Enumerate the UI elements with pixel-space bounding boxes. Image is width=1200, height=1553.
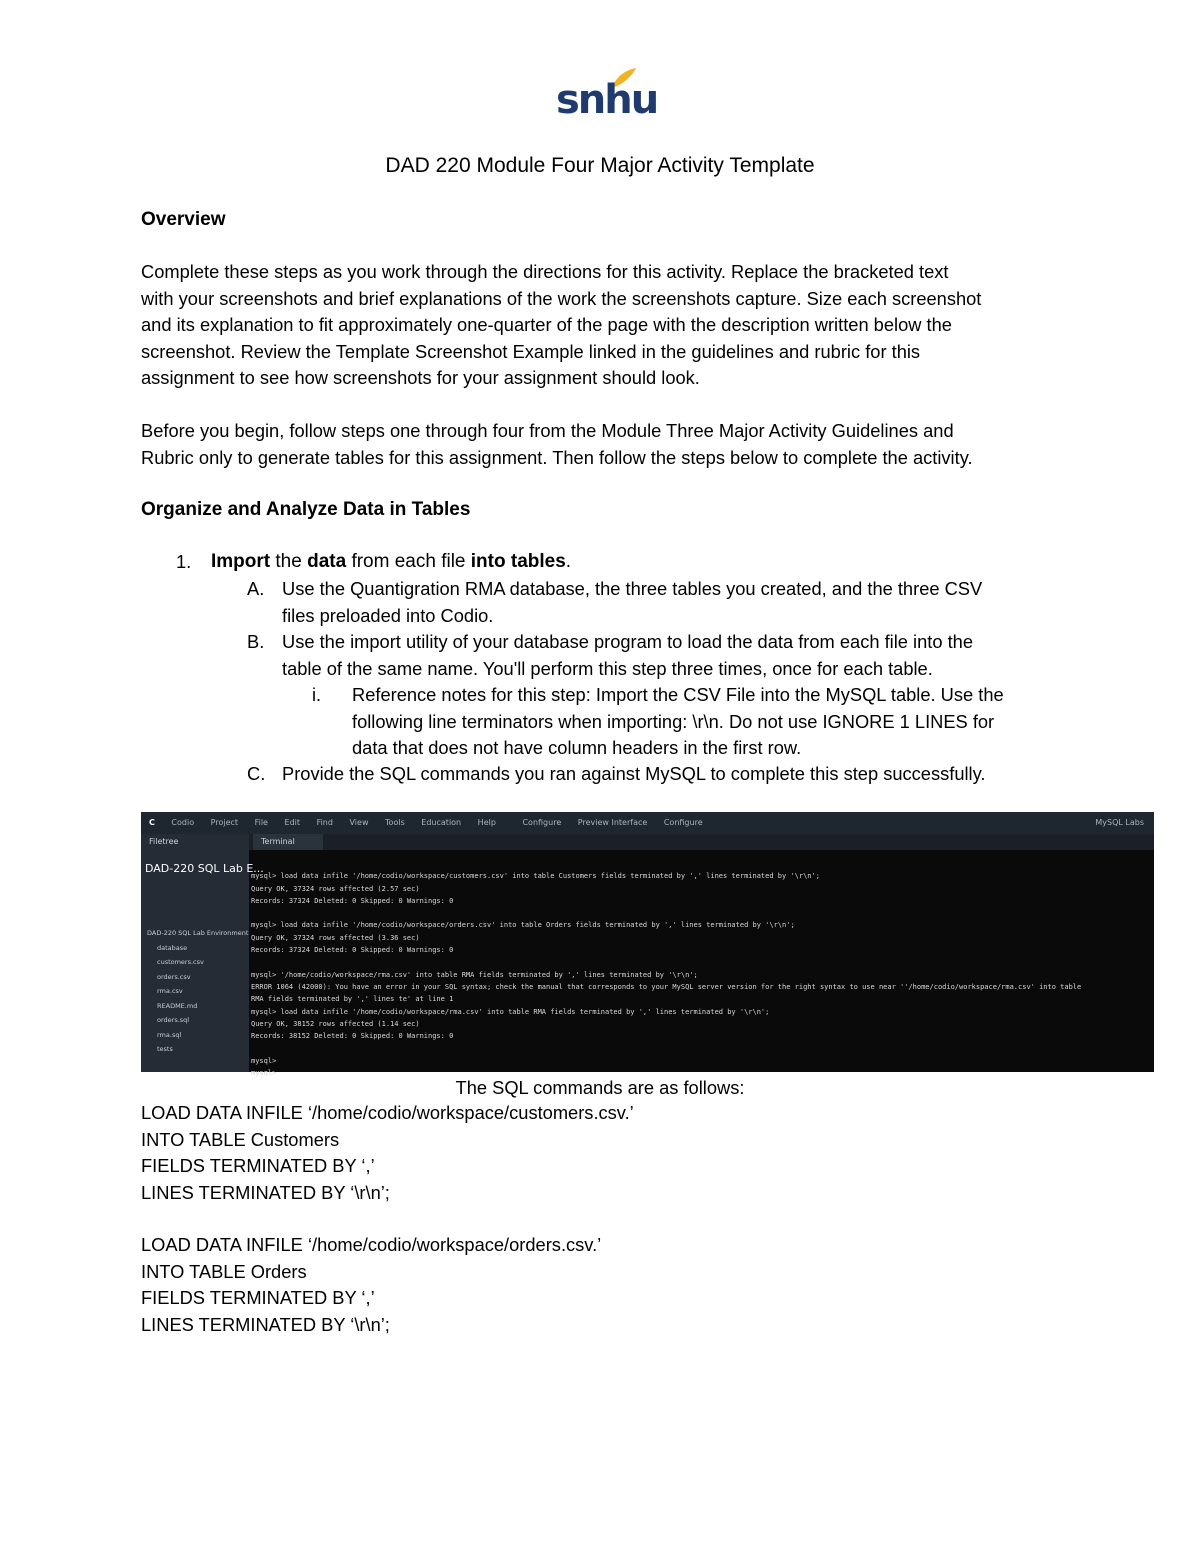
terminal-line [251, 956, 1151, 968]
menu-item: Codio [171, 818, 195, 827]
substep-c [282, 761, 1102, 788]
text: from each file [346, 551, 471, 572]
terminal-line: Query OK, 37324 rows affected (3.36 sec) [251, 933, 420, 942]
terminal-line: Records: 38152 Deleted: 0 Skipped: 0 Warnings: 0 [251, 1032, 454, 1041]
sql-line: LINES TERMINATED BY ‘\r\n’; [141, 1181, 390, 1203]
terminal-line [251, 858, 1151, 870]
file-list [147, 926, 247, 1057]
terminal-line: Query OK, 38152 rows affected (1.14 sec) [251, 1019, 420, 1028]
before-paragraph [141, 418, 1061, 471]
text: the [270, 551, 308, 572]
menu-item: Edit [284, 818, 301, 827]
substep-label: B. [247, 631, 265, 652]
sql-line: FIELDS TERMINATED BY ‘,’ [141, 1155, 375, 1177]
menu-item: Preview Interface [577, 818, 648, 827]
terminal-line: mysql> [251, 1069, 277, 1078]
terminal-line: mysql> load data infile '/home/codio/workspace/rma.csv' into table RMA fields terminated by ',' lines terminated by '\r\n'; [251, 1007, 770, 1016]
sql-block-orders [141, 1232, 601, 1338]
text-line: Before you begin, follow steps one through four from the Module Three Major Activity Guidelines and [141, 420, 954, 441]
bold-text: data [307, 551, 347, 572]
terminal-line: mysql> load data infile '/home/codio/workspace/customers.csv' into table Customers fields terminated by ',' lines terminated by '\r\n'; [251, 872, 820, 881]
terminal-line [251, 1042, 1151, 1054]
sql-line: LINES TERMINATED BY ‘\r\n’; [141, 1313, 390, 1335]
menu-item: Tools [385, 818, 405, 827]
project-title: DAD-220 SQL Lab E... [145, 862, 264, 875]
terminal-line: Query OK, 37324 rows affected (2.57 sec) [251, 884, 420, 893]
sql-line: FIELDS TERMINATED BY ‘,’ [141, 1287, 375, 1309]
terminal-line: Records: 37324 Deleted: 0 Skipped: 0 Warnings: 0 [251, 896, 454, 905]
menu-item: Project [210, 818, 239, 827]
sql-line: INTO TABLE Orders [141, 1260, 307, 1282]
overview-heading: Overview [141, 209, 226, 230]
file-item: DAD-220 SQL Lab Environment [147, 929, 249, 937]
bold-text: into tables [470, 551, 566, 572]
substep-label: A. [247, 578, 265, 599]
file-item: orders.csv [157, 972, 191, 981]
text: . [565, 551, 572, 572]
substep-a [282, 576, 1082, 629]
menu-item: Configure [663, 818, 703, 827]
terminal-line [251, 907, 1151, 919]
file-item: rma.csv [157, 987, 183, 995]
codio-screenshot [141, 812, 1154, 1078]
sql-block-customers [141, 1100, 634, 1206]
menu-item: Find [316, 818, 333, 827]
text-line: Use the import utility of your database program to load the data from each file into the [282, 631, 974, 652]
text-line: files preloaded into Codio. [282, 604, 494, 626]
caption: The SQL commands are as follows: [455, 1077, 745, 1098]
tab-bar [149, 834, 1154, 850]
sql-line: LOAD DATA INFILE ‘/home/codio/workspace/orders.csv.’ [141, 1234, 602, 1255]
substep-i [352, 682, 1112, 762]
text-line: data that does not have column headers in the first row. [352, 737, 802, 758]
text-line: following line terminators when importing: \r\n. Do not use IGNORE 1 LINES for [352, 710, 995, 732]
file-item: orders.sql [157, 1016, 190, 1024]
text-line: Reference notes for this step: Import the CSV File into the MySQL table. Use the [352, 684, 1004, 705]
logo-text: snhu [556, 77, 658, 123]
section-heading: Organize and Analyze Data in Tables [141, 499, 471, 520]
menu-item: Education [421, 818, 462, 827]
text-line: assignment to see how screenshots for your assignment should look. [141, 367, 700, 388]
codio-toolbar [141, 812, 1154, 834]
codio-logo-icon: C [149, 818, 155, 827]
text-line: Rubric only to generate tables for this assignment. Then follow the steps below to complete the activity. [141, 446, 973, 468]
text-line: Use the Quantigration RMA database, the three tables you created, and the three CSV [282, 578, 983, 599]
overview-paragraph [141, 259, 1061, 392]
sql-line: LOAD DATA INFILE ‘/home/codio/workspace/customers.csv.’ [141, 1102, 634, 1123]
text-line: table of the same name. You'll perform this step three times, once for each table. [282, 657, 933, 679]
text-line: Provide the SQL commands you ran against MySQL to complete this step successfully. [282, 763, 986, 784]
step-1-text [211, 549, 571, 576]
file-item: customers.csv [157, 958, 204, 966]
terminal-output [251, 858, 1151, 1079]
terminal-line: RMA fields terminated by ',' lines te' at line 1 [251, 995, 454, 1004]
file-item: tests [157, 1045, 173, 1053]
file-item: README.md [157, 1001, 198, 1010]
terminal-line: mysql> [251, 1056, 277, 1065]
tab-terminal: Terminal [253, 834, 323, 850]
substep-label: i. [312, 684, 322, 705]
menu-item: Configure [522, 818, 562, 827]
file-item: database [157, 943, 188, 952]
user-label: MySQL Labs [1095, 818, 1144, 827]
text-line: screenshot. Review the Template Screenshot Example linked in the guidelines and rubric for this [141, 340, 921, 362]
menu-item: Help [477, 818, 496, 827]
terminal-line: mysql> load data infile '/home/codio/workspace/orders.csv' into table Orders fields terminated by ',' lines terminated by '\r\n'; [251, 921, 795, 930]
bold-text: Import [211, 551, 271, 572]
text-line: with your screenshots and brief explanations of the work the screenshots capture. Size each screenshot [141, 287, 982, 309]
terminal-line: mysql> '/home/codio/workspace/rma.csv' into table RMA fields terminated by ',' lines terminated by '\r\n'; [251, 970, 698, 979]
substep-label: C. [247, 763, 266, 784]
menu-item: File [254, 818, 268, 827]
text-line: Complete these steps as you work through the directions for this activity. Replace the bracketed text [141, 261, 949, 282]
menu-item: View [349, 818, 369, 827]
terminal-line: ERROR 1064 (42000): You have an error in your SQL syntax; check the manual that corresponds to your MySQL server version for the right syntax to use near ''/home/codio/workspace/rma.csv' into table [251, 982, 1082, 991]
text-line: and its explanation to fit approximately one-quarter of the page with the description written below the [141, 314, 952, 335]
substep-b [282, 629, 1082, 682]
file-item: rma.sql [157, 1030, 182, 1039]
step-number: 1. [176, 551, 192, 572]
sql-line: INTO TABLE Customers [141, 1128, 340, 1150]
document-title: DAD 220 Module Four Major Activity Template [385, 154, 815, 177]
snhu-logo [556, 66, 658, 124]
terminal-line: Records: 37324 Deleted: 0 Skipped: 0 Warnings: 0 [251, 946, 454, 955]
tab-filetree: Filetree [141, 834, 233, 850]
